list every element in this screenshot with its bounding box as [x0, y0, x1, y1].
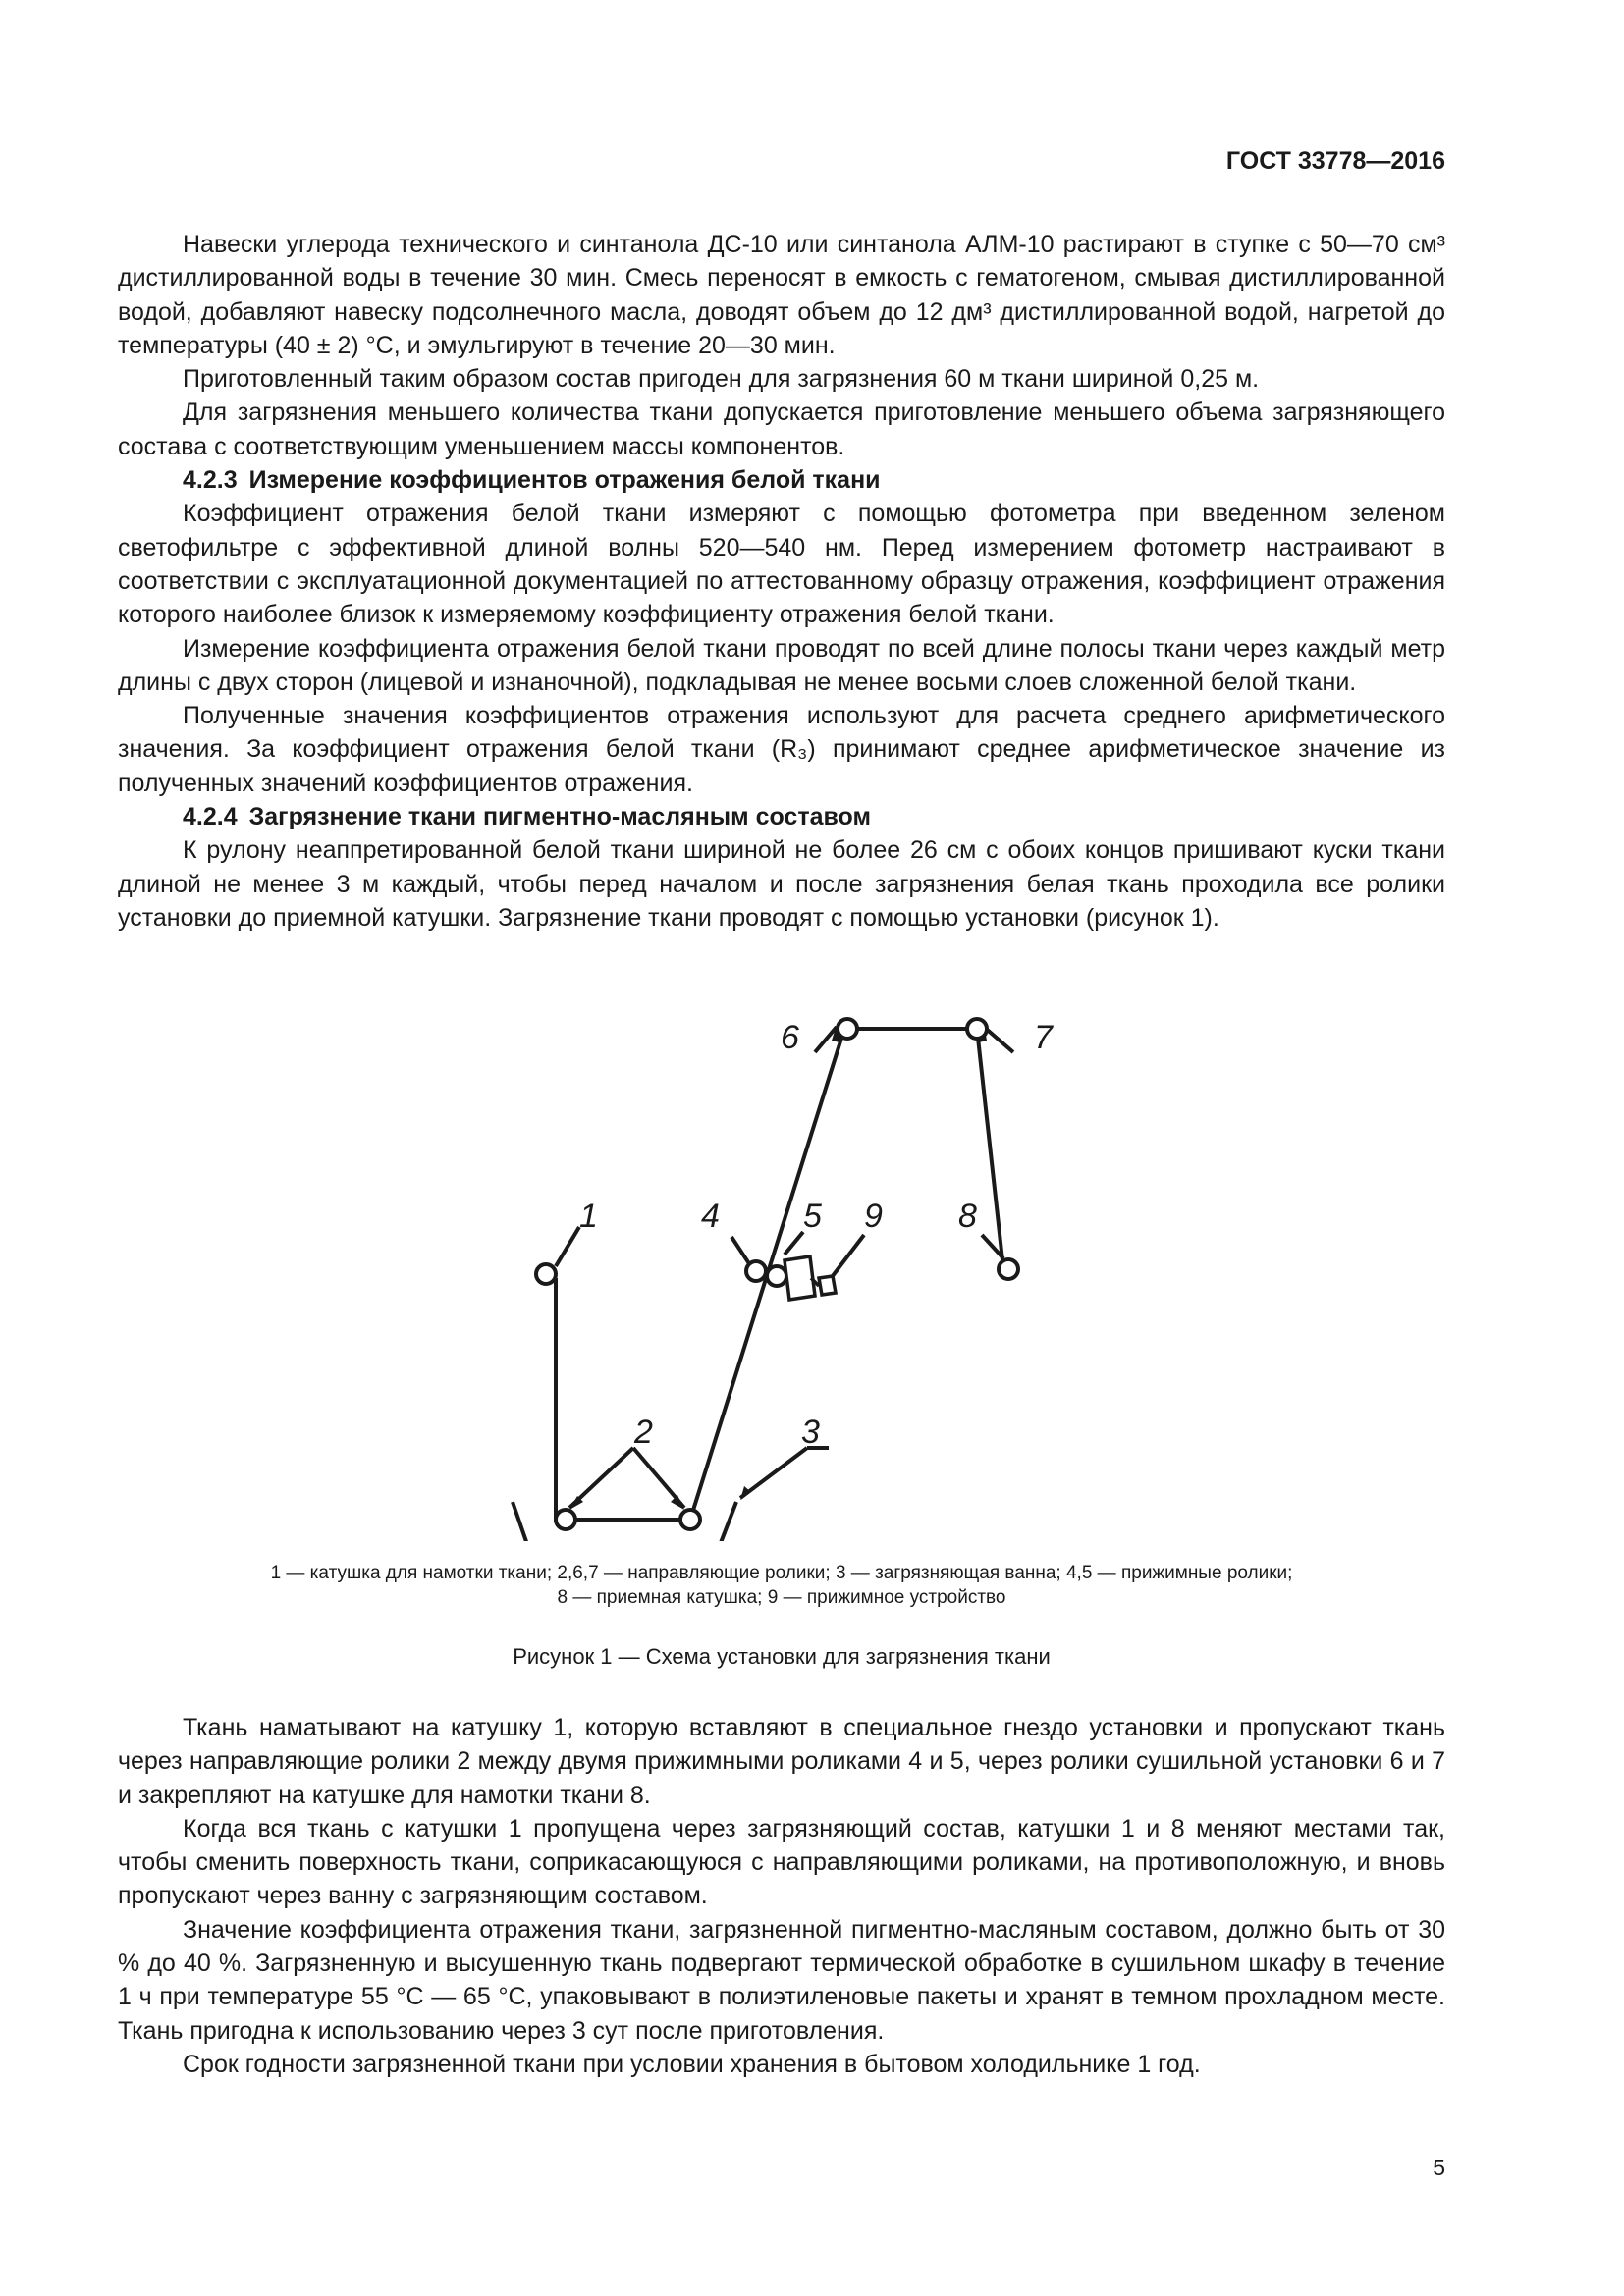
label-6: 6 — [781, 1019, 799, 1056]
page-number: 5 — [1433, 2155, 1445, 2180]
paragraph: Для загрязнения меньшего количества ткани допускается приготовление меньшего объема загрязняющего состава с соответствующим уменьшением массы компонентов. — [118, 399, 1445, 460]
apparatus-diagram — [0, 991, 1624, 1541]
roller-1 — [536, 1264, 556, 1284]
standard-header: ГОСТ 33778—2016 — [1225, 147, 1445, 175]
label-2: 2 — [634, 1414, 653, 1451]
section-heading-423 — [118, 463, 1445, 497]
section-number: 4.2.4 — [183, 803, 238, 831]
roller-4 — [746, 1261, 766, 1281]
paragraph: Значение коэффициента отражения ткани, загрязненной пигментно-масляным составом, должно быть от 30 % до 40 %. Загрязненную и высушенную ткань подвергают термической обработке в сушильном шкафу в течение 1 ч при температуре 55 °С — 65 °С, упаковывают в полиэтиленовые пакеты и хранят в темном прохладном месте. Ткань пригодна к использованию через 3 сут после приготовления. — [118, 1915, 1445, 2045]
label-7: 7 — [1034, 1019, 1053, 1056]
paragraph: Измерение коэффициента отражения белой ткани проводят по всей длине полосы ткани через каждый метр длины с двух сторон (лицевой и изнаночной), подкладывая не менее восьми слоев сложенной белой ткани. — [118, 634, 1445, 696]
roller-8 — [999, 1259, 1018, 1279]
label-9: 9 — [864, 1198, 883, 1235]
paragraph: Коэффициент отражения белой ткани измеряют с помощью фотометра при введенном зеленом светофильтре с эффективной длиной волны 520—540 нм. Перед измерением фотометр настраивают в соответствии с эксплуатационной документацией по аттестованному образцу отражения, коэффициент отражения которого наиболее близок к измеряемому коэффициенту отражения белой ткани. — [118, 500, 1445, 629]
section-number: 4.2.3 — [183, 466, 238, 495]
pressing-device — [785, 1256, 836, 1300]
label-1: 1 — [579, 1198, 598, 1235]
label-8: 8 — [958, 1198, 977, 1235]
legend-line: 1 — катушка для намотки ткани; 2,6,7 — направляющие ролики; 3 — загрязняющая ванна; 4,5 — прижимные ролики; — [270, 1563, 1293, 1583]
section-heading-424 — [118, 800, 1445, 833]
roller-2a — [556, 1510, 575, 1529]
paragraph: К рулону неаппретированной белой ткани шириной не более 26 см с обоих концов пришивают куски ткани длиной не менее 3 м каждый, чтобы перед началом и после загрязнения белая ткань проходила все ролики установки до приемной катушки. Загрязнение ткани проводят с помощью установки (рисунок 1). — [118, 836, 1445, 932]
legend-line: 8 — приемная катушка; 9 — прижимное устройство — [557, 1587, 1006, 1608]
paragraph: Когда вся ткань с катушки 1 пропущена через загрязняющий состав, катушки 1 и 8 меняют местами так, чтобы сменить поверхность ткани, соприкасающуюся с направляющими роликами, на противоположную, и вновь пропускают через ванну с загрязняющим составом. — [118, 1814, 1445, 1910]
section-title: Измерение коэффициентов отражения белой ткани — [248, 466, 881, 495]
figure-caption: Рисунок 1 — Схема установки для загрязнения ткани — [513, 1644, 1051, 1669]
figure-1 — [0, 991, 1624, 1541]
paragraph: Приготовленный таким образом состав пригоден для загрязнения 60 м ткани шириной 0,25 м. — [183, 365, 1260, 394]
paragraph: Навески углерода технического и синтанола ДС-10 или синтанола АЛМ-10 растирают в ступке с 50—70 см³ дистиллированной воды в течение 30 мин. Смесь переносят в емкость с гематогеном, смывая дистиллированной водой, добавляют навеску подсолнечного масла, доводят объем до 12 дм³ дистиллированной водой, нагретой до температуры (40 ± 2) °С, и эмульгируют в течение 20—30 мин. — [118, 231, 1445, 359]
roller-6 — [838, 1019, 857, 1039]
roller-2b — [680, 1510, 700, 1529]
roller-7 — [967, 1019, 987, 1039]
intro-section — [118, 228, 1445, 934]
figure-legend — [118, 1561, 1445, 1610]
paragraph: Срок годности загрязненной ткани при условии хранения в бытовом холодильнике 1 год. — [183, 2050, 1201, 2078]
label-5: 5 — [803, 1198, 822, 1235]
roller-5 — [767, 1266, 786, 1286]
label-4: 4 — [701, 1198, 720, 1235]
closing-section — [118, 1711, 1445, 2081]
section-title: Загрязнение ткани пигментно-масляным составом — [248, 803, 871, 831]
label-3: 3 — [801, 1414, 820, 1451]
paragraph: Ткань наматывают на катушку 1, которую вставляют в специальное гнездо установки и пропускают ткань через направляющие ролики 2 между двумя прижимными роликами 4 и 5, через ролики сушильной установки 6 и 7 и закрепляют на катушке для намотки ткани 8. — [118, 1714, 1445, 1809]
paragraph: Полученные значения коэффициентов отражения используют для расчета среднего арифметического значения. За коэффициент отражения белой ткани (R₃) принимают среднее арифметическое значение из полученных значений коэффициентов отражения. — [118, 702, 1445, 797]
